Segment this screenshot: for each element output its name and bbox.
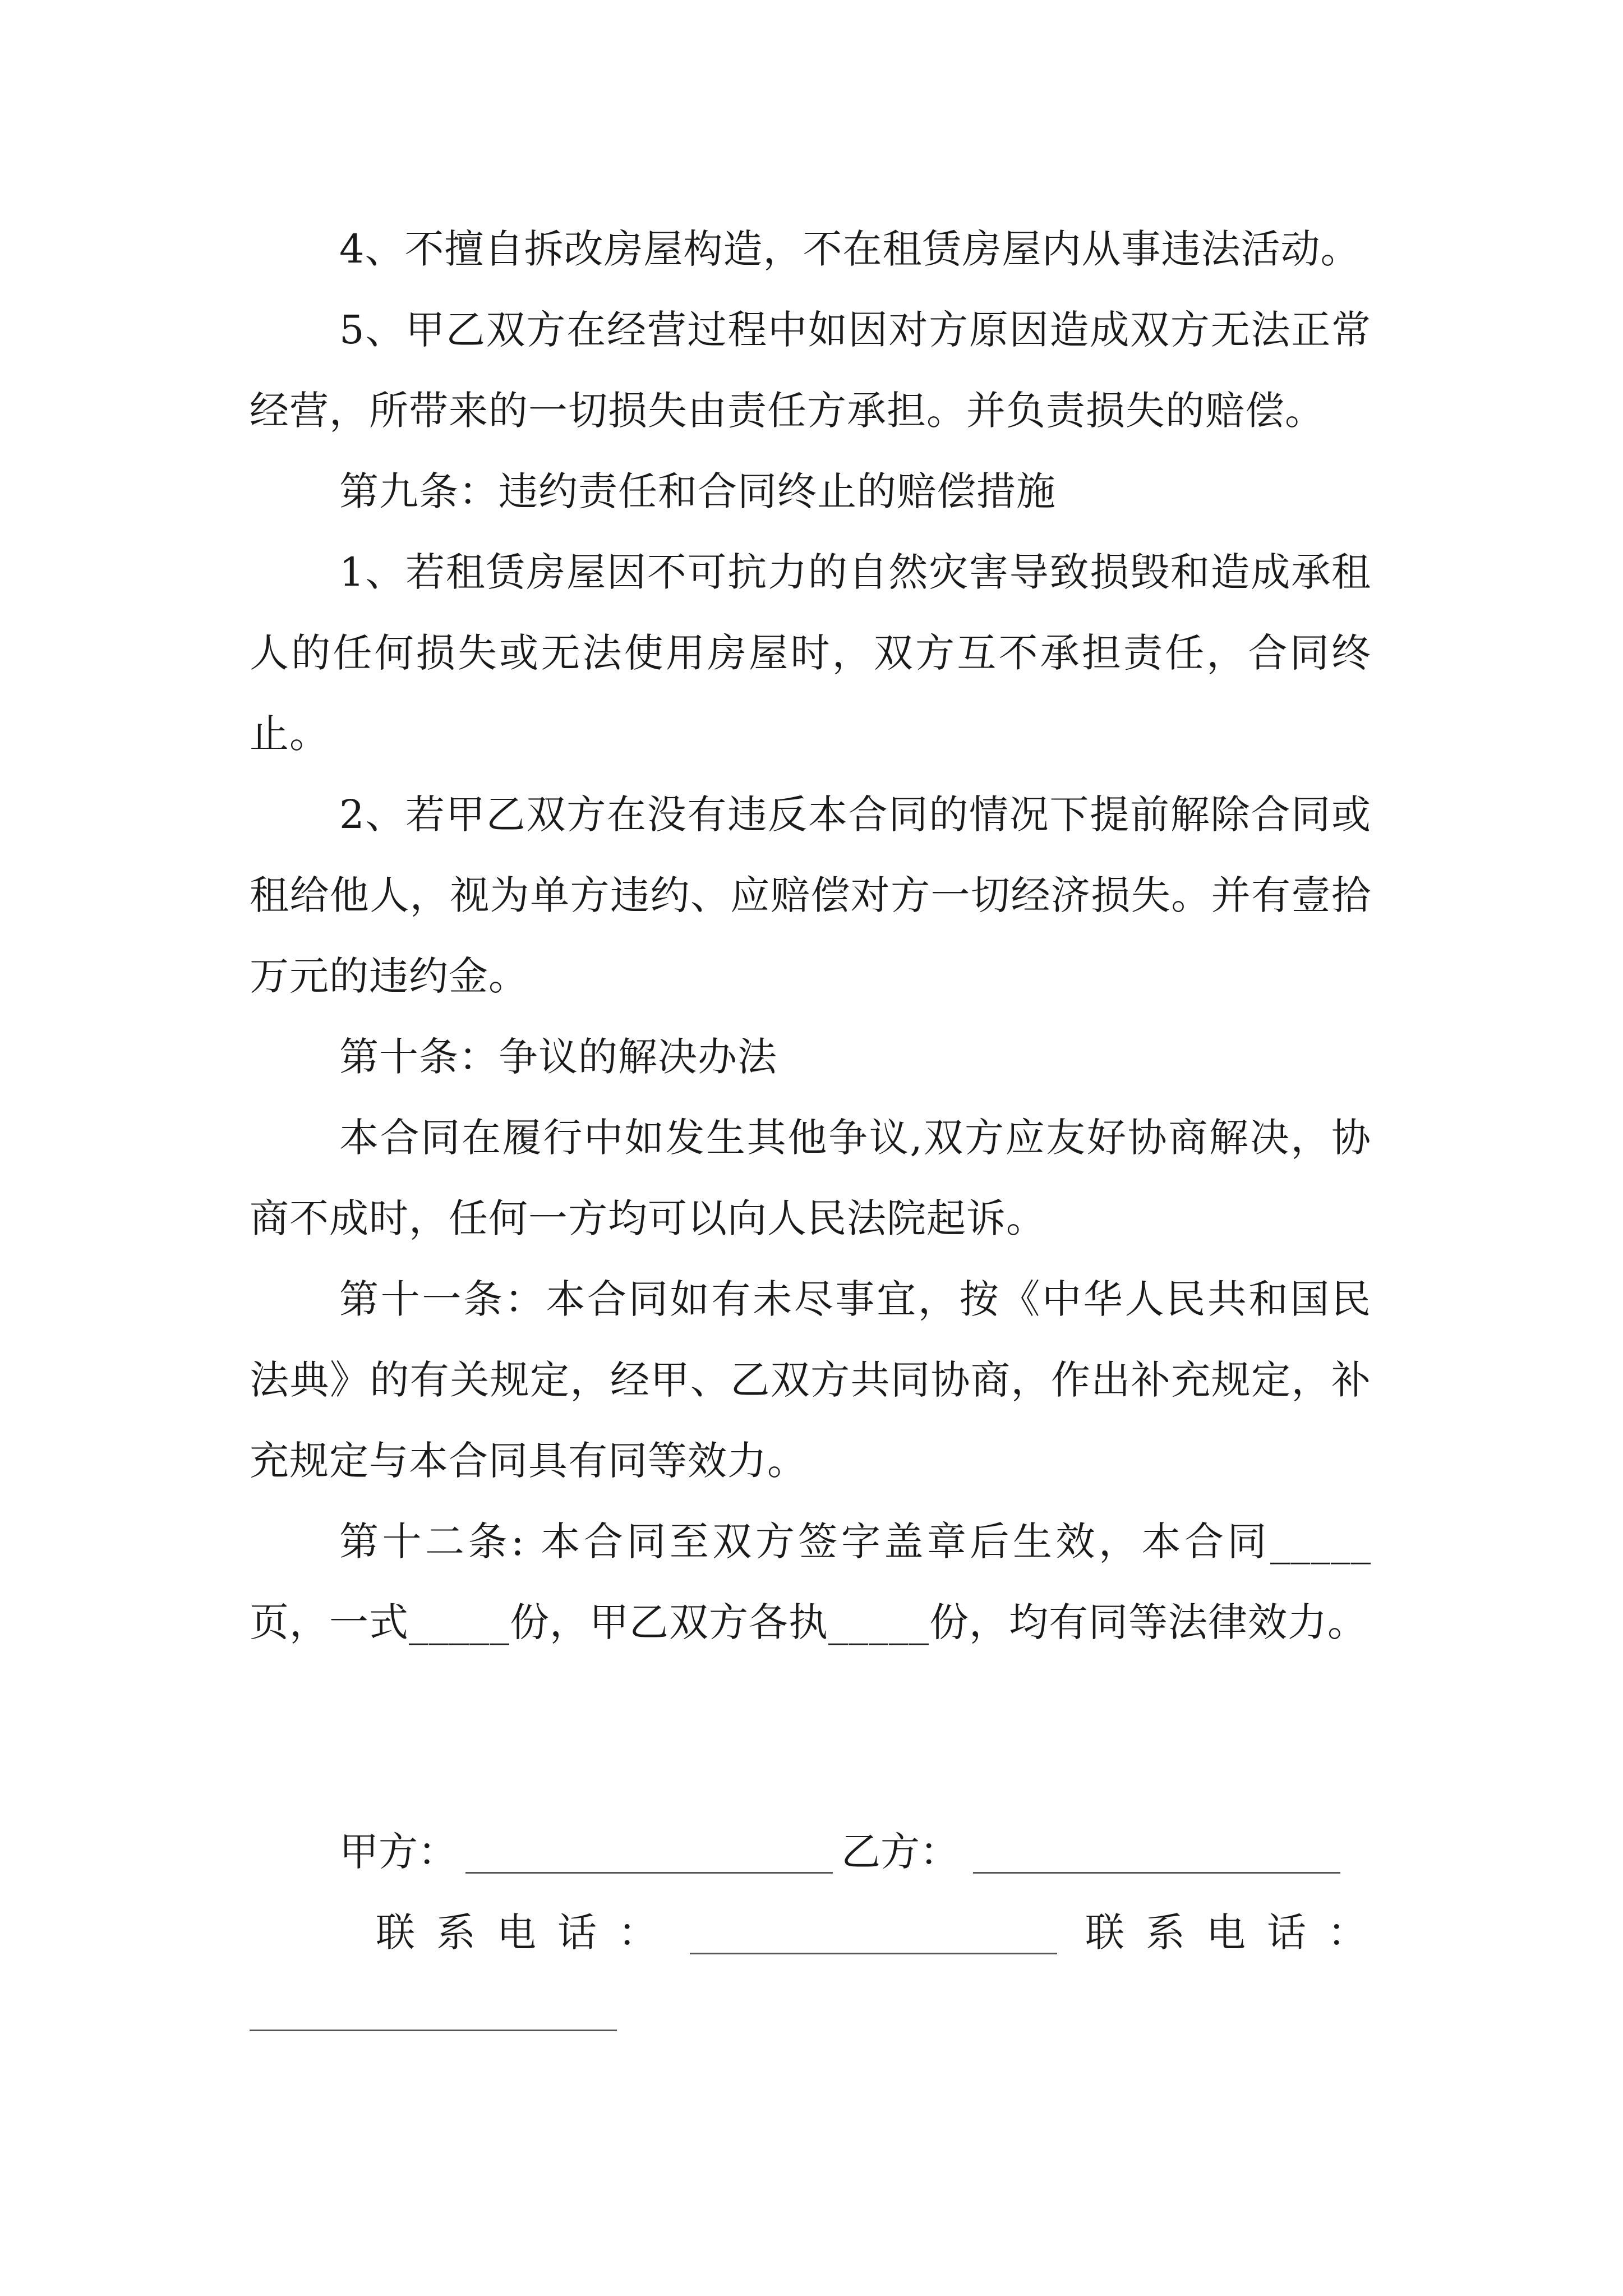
clause-item-5: 5、甲乙双方在经营过程中如因对方原因造成双方无法正常经营，所带来的一切损失由责任方承担。并负责损失的赔偿。: [250, 307, 1371, 434]
phone-b-line: [250, 2030, 617, 2031]
article-10-body: 本合同在履行中如发生其他争议,双方应友好协商解决，协商不成时，任何一方均可以向人民法院起诉。: [250, 1115, 1371, 1241]
article-12: 第十二条: 本合同至双方签字盖章后生效，本合同_____页，一式_____份，甲乙双方各执_____份，均有同等法律效力。: [250, 1519, 1371, 1645]
article-9-item-1: 1、若租赁房屋因不可抗力的自然灾害导致损毁和造成承租人的任何损失或无法使用房屋时，双方互不承担责任，合同终止。: [250, 549, 1371, 757]
signature-party-row: [250, 1811, 1371, 1892]
party-a-signature-line: [465, 1872, 833, 1874]
article-9-item-2: 2、若甲乙双方在没有违反本合同的情况下提前解除合同或租给他人，视为单方违约、应赔偿对方一切经济损失。并有壹拾万元的违约金。: [250, 792, 1371, 999]
contract-body: [250, 209, 1371, 1663]
signature-phone-row: [250, 1892, 1388, 1973]
clause-item-4: 4、不擅自拆改房屋构造，不在租赁房屋内从事违法活动。: [339, 226, 1361, 272]
phone-a-line: [690, 1953, 1057, 1954]
party-b-label: 乙方：: [841, 1829, 959, 1875]
article-11: 第十一条：本合同如有未尽事宜，按《中华人民共和国民法典》的有关规定，经甲、乙双方共同协商，作出补充规定，补充规定与本合同具有同等效力。: [250, 1276, 1371, 1484]
phone-a-label: 联系电话：: [376, 1910, 679, 1955]
article-9-heading: 第九条：违约责任和合同终止的赔偿措施: [339, 468, 1056, 514]
party-b-signature-line: [973, 1872, 1340, 1874]
article-10-heading: 第十条：争议的解决办法: [339, 1034, 777, 1080]
phone-b-label: 联系电话：: [1085, 1910, 1388, 1955]
party-a-label: 甲方：: [339, 1829, 457, 1875]
